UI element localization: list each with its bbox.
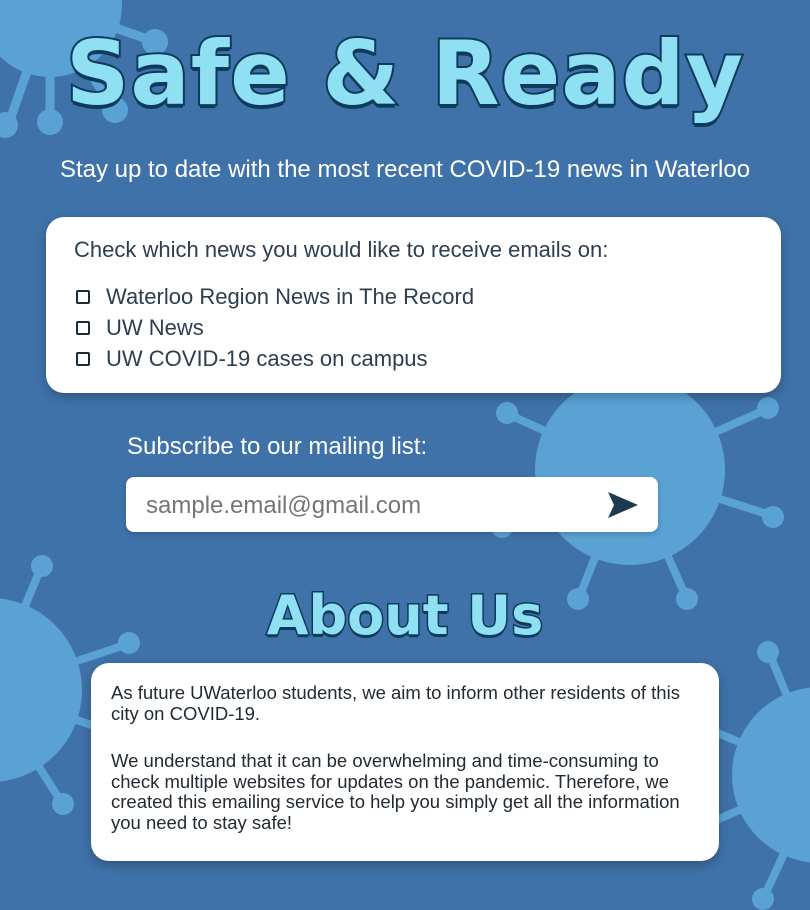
news-option-record[interactable] [76, 281, 474, 312]
about-card [91, 663, 719, 861]
news-option-label: Waterloo Region News in The Record [106, 283, 475, 309]
about-paragraph-2: We understand that it can be overwhelming and time-consuming to check multiple websites for updates on the pandemic. Therefore, we created this emailing service to help you simply get all the information you need to stay safe! [111, 750, 680, 833]
checkbox-uw-cases[interactable] [76, 352, 90, 366]
news-preferences-card [46, 217, 781, 393]
news-option-uw-cases[interactable] [76, 343, 474, 374]
news-option-uw-news[interactable] [76, 312, 474, 343]
news-prompt: Check which news you would like to receive emails on: [74, 237, 609, 262]
send-arrow-icon [607, 491, 639, 519]
news-option-label: UW News [106, 314, 204, 340]
send-button[interactable] [606, 490, 640, 520]
news-options-list [76, 281, 474, 374]
about-title: About Us [266, 584, 544, 647]
page-title: Safe & Ready [66, 22, 744, 125]
about-paragraph-1: As future UWaterloo students, we aim to inform other residents of this city on COVID-19. [111, 682, 680, 724]
email-input[interactable] [144, 477, 588, 534]
checkbox-uw-news[interactable] [76, 321, 90, 335]
page-subtitle: Stay up to date with the most recent COVID-19 news in Waterloo [59, 156, 751, 183]
subscribe-label: Subscribe to our mailing list: [127, 433, 428, 460]
checkbox-record[interactable] [76, 290, 90, 304]
news-option-label: UW COVID-19 cases on campus [106, 345, 428, 371]
email-subscribe-box [126, 477, 658, 532]
